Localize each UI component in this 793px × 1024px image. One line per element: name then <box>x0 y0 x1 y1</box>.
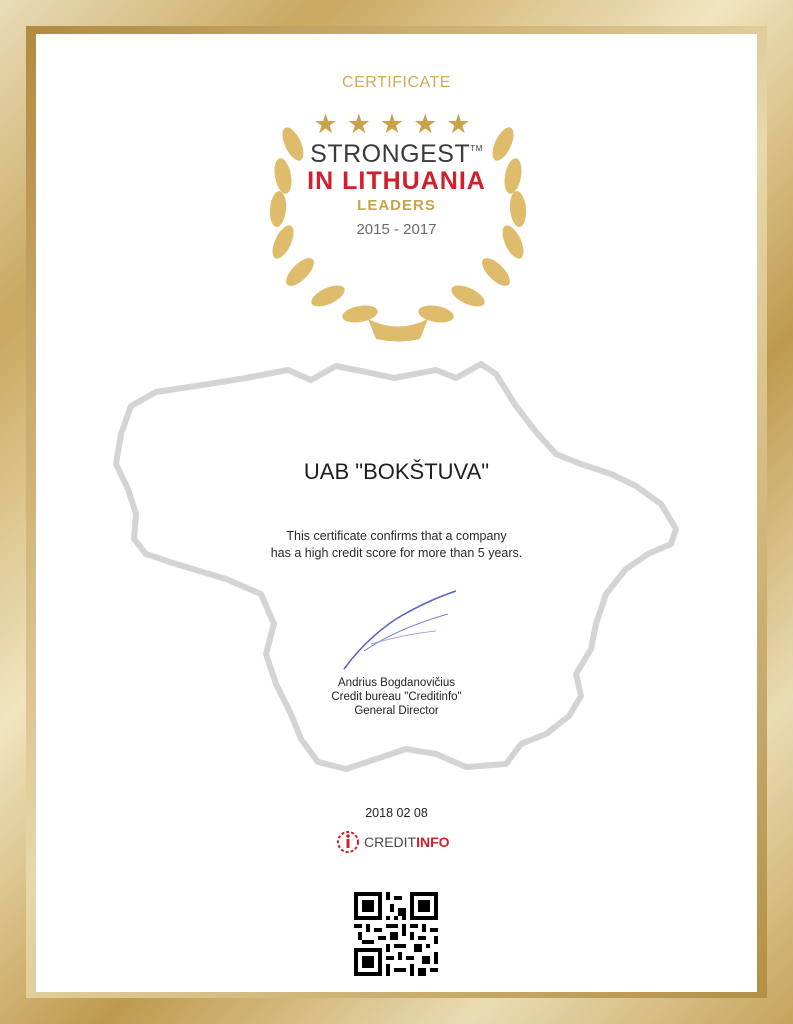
award-stars: ★★★★★ <box>313 109 480 139</box>
logo-wordmark: CREDITINFO <box>364 834 450 850</box>
creditinfo-logo-icon <box>336 830 360 854</box>
signer-block <box>36 676 757 718</box>
issue-date: 2018 02 08 <box>365 806 428 820</box>
qr-code <box>354 892 438 976</box>
signer-organization: Credit bureau "Creditinfo" <box>331 691 462 703</box>
confirmation-text <box>36 528 757 562</box>
signer-title: General Director <box>354 705 439 717</box>
company-name: UAB "BOKŠTUVA" <box>303 459 490 484</box>
signer-name: Andrius Bogdanovičius <box>338 677 455 689</box>
trademark-mark: TM <box>470 144 483 153</box>
signature <box>336 589 466 674</box>
creditinfo-logo <box>336 829 450 855</box>
certificate-heading: CERTIFICATE <box>342 74 451 91</box>
award-country: IN LITHUANIA <box>307 167 486 195</box>
award-category: LEADERS <box>357 197 436 214</box>
confirmation-line: has a high credit score for more than 5 years. <box>270 546 523 560</box>
award-years: 2015 - 2017 <box>356 221 437 238</box>
award-title: STRONGEST™ <box>310 140 483 168</box>
confirmation-line: This certificate confirms that a company <box>286 529 507 543</box>
certificate-paper <box>36 34 757 992</box>
